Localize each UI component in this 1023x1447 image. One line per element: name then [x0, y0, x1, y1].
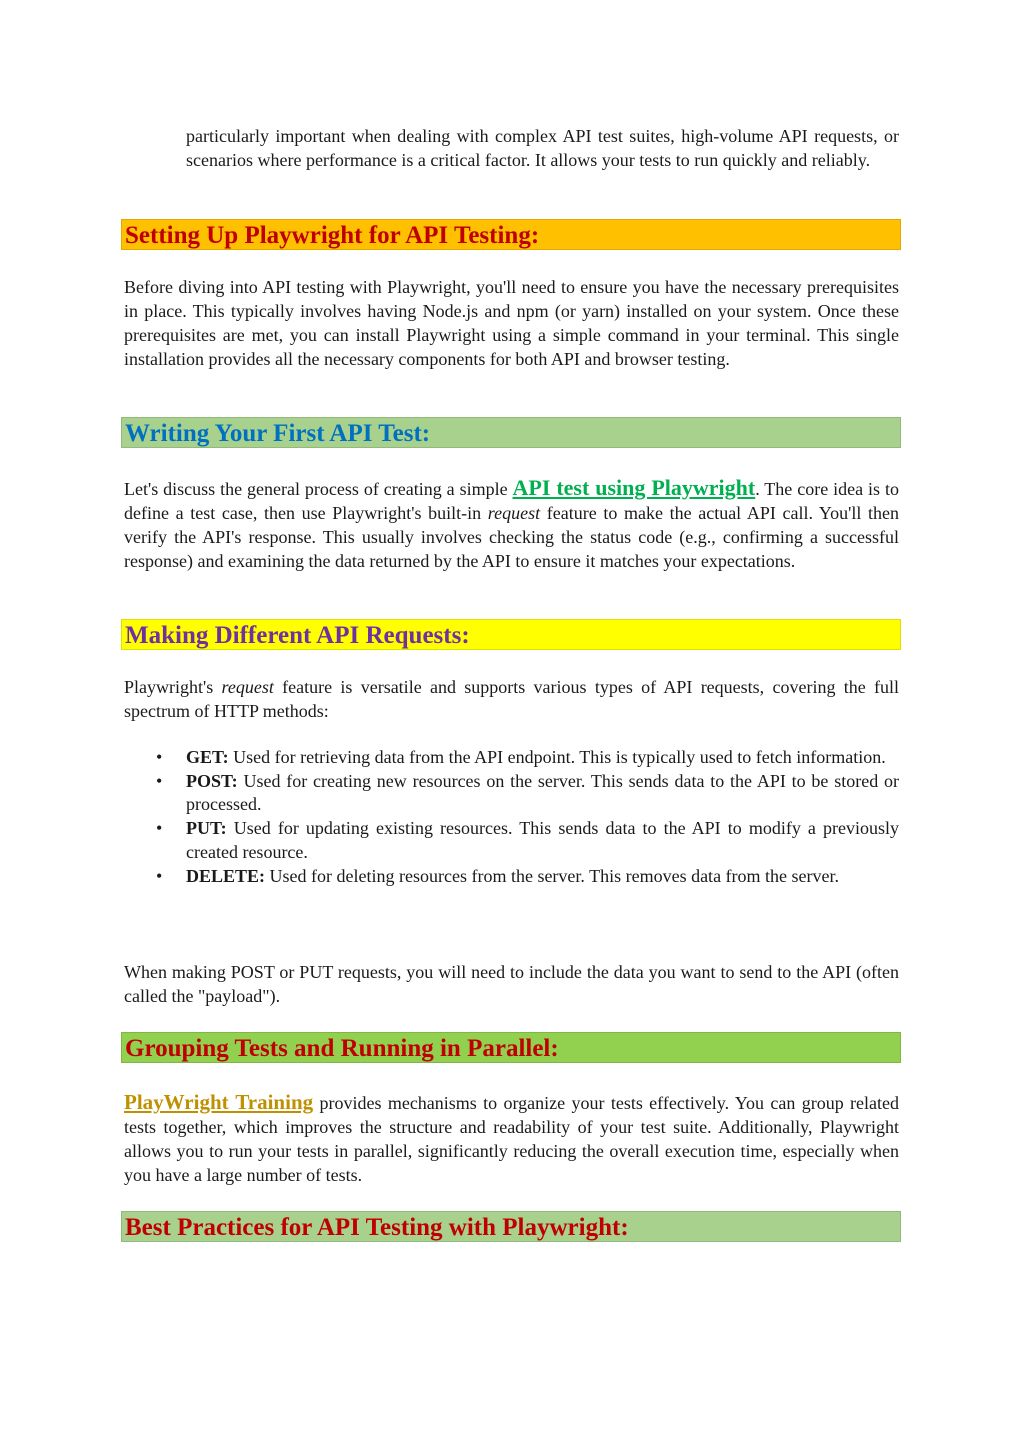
heading-setting-up: Setting Up Playwright for API Testing: — [121, 219, 901, 250]
method-name: GET: — [186, 747, 229, 767]
method-desc: Used for retrieving data from the API endpoint. This is typically used to fetch information. — [228, 747, 886, 767]
http-methods-list — [124, 746, 899, 888]
list-item — [124, 746, 899, 770]
heading-first-api-test: Writing Your First API Test: — [121, 417, 901, 448]
method-desc: Used for updating existing resources. This sends data to the API to modify a previously created resource. — [186, 818, 899, 862]
list-item — [124, 770, 899, 817]
method-name: POST: — [186, 770, 238, 791]
payload-note: When making POST or PUT requests, you will need to include the data you want to send to the API (often called the "payload"). — [124, 962, 899, 1006]
setting-up-body: Before diving into API testing with Playwright, you'll need to ensure you have the necessary prerequisites in place. This typically involves having Node.js and npm (or yarn) installed on your system. Once these prerequisites are met, you can install Playwright using a simple command in your terminal. This single installation provides all the necessary components for both API and browser testing. — [124, 277, 899, 369]
requests-request-em: request — [221, 677, 274, 697]
method-desc: Used for deleting resources from the server. This removes data from the server. — [265, 865, 840, 886]
list-item — [124, 865, 899, 889]
first-api-test-body — [124, 476, 899, 573]
first-test-request-em: request — [487, 503, 541, 523]
method-desc: Used for creating new resources on the server. This sends data to the API to be stored or processed. — [186, 770, 899, 815]
first-test-text-pre: Let's discuss the general process of creating a simple — [124, 479, 513, 499]
first-test-text-post: feature to make the actual API call. You'll then verify the API's response. This usually involves checking the status code (e.g., confirming a successful response) and examining the data returned by the API to ensure it matches your expectations. — [124, 503, 899, 571]
requests-text-pre: Playwright's — [124, 677, 222, 697]
method-name: DELETE: — [186, 865, 266, 886]
first-test-text-mid: . The core idea is to define a test case, then use Playwright's built-in — [124, 479, 899, 523]
grouping-text-post: provides mechanisms to organize your tests effectively. You can group related tests together, which improves the structure and readability of your test suite. Additionally, Playwright allows you to run your tests in parallel, significantly reducing the overall execution time, especially when you have a large number of tests. — [124, 1093, 900, 1185]
heading-grouping-tests: Grouping Tests and Running in Parallel: — [121, 1032, 901, 1063]
playwright-training-link[interactable]: PlayWright Training — [124, 1090, 314, 1114]
intro-continuation: particularly important when dealing with complex API test suites, high-volume API requests, or scenarios where performance is a critical factor. It allows your tests to run quickly and reliably. — [186, 126, 899, 170]
api-test-using-playwright-link[interactable]: API test using Playwright — [512, 475, 756, 500]
grouping-tests-body — [124, 1090, 899, 1187]
different-requests-intro — [124, 675, 899, 723]
method-name: PUT: — [186, 818, 227, 839]
heading-best-practices: Best Practices for API Testing with Playwright: — [121, 1211, 901, 1242]
list-item — [124, 817, 899, 864]
heading-different-requests: Making Different API Requests: — [121, 619, 901, 650]
requests-text-post: feature is versatile and supports various types of API requests, covering the full spectrum of HTTP methods: — [124, 677, 900, 721]
